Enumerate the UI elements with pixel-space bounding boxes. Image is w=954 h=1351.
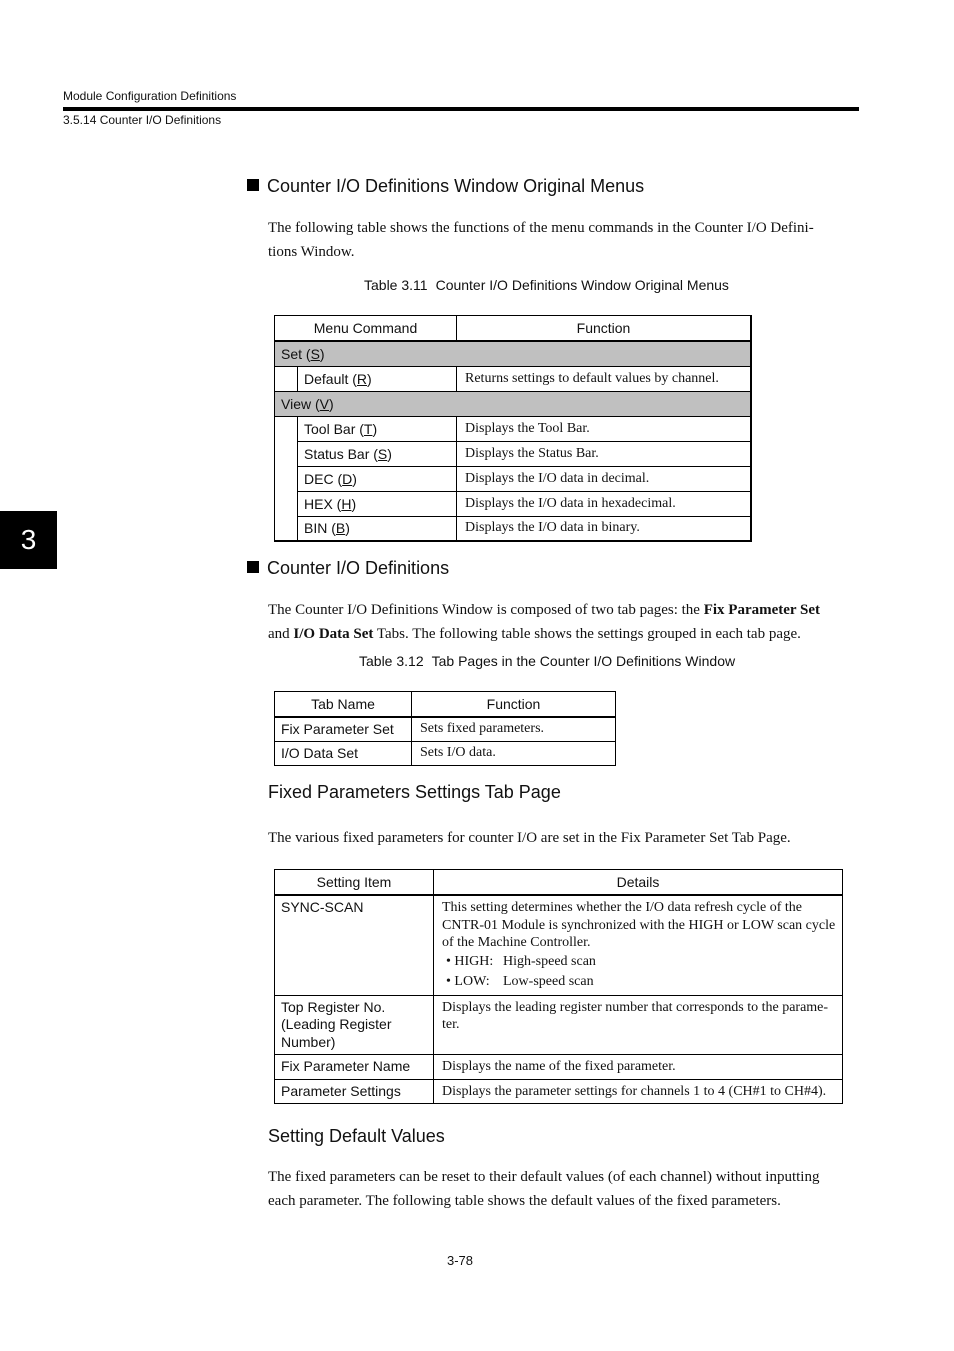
- intro-line: The Counter I/O Definitions Window is composed of two tab pages: the Fix Parameter Set: [268, 602, 821, 618]
- section-heading-original-menus: [247, 176, 644, 197]
- column-header: Setting Item: [275, 870, 434, 896]
- section4-body: [268, 1165, 819, 1213]
- details-cell: Displays the leading register number that corresponds to the parame-ter.: [434, 995, 843, 1055]
- subsection-heading-default-values: Setting Default Values: [268, 1126, 445, 1146]
- table-row: [275, 491, 752, 516]
- tab-pages-table: [274, 691, 616, 766]
- details-cell: Displays the name of the fixed parameter.: [434, 1055, 843, 1080]
- indent-cell: [275, 416, 298, 541]
- function-cell: Displays the I/O data in hexadecimal.: [457, 491, 752, 516]
- intro-line: tions Window.: [268, 244, 355, 260]
- function-cell: Displays the I/O data in binary.: [457, 516, 752, 541]
- body-line: each parameter. The following table shows the default values of the fixed parameters.: [268, 1193, 781, 1209]
- menu-command-cell: Default (R): [298, 366, 457, 391]
- menu-group-row: [275, 391, 752, 416]
- menu-group-label: View (V): [275, 391, 752, 416]
- square-bullet-icon: [247, 561, 259, 573]
- running-header-chapter: Module Configuration Definitions: [63, 89, 237, 103]
- menu-command-cell: DEC (D): [298, 466, 457, 491]
- tab-name-cell: I/O Data Set: [275, 741, 412, 765]
- section-heading-text: Counter I/O Definitions Window Original Menus: [267, 176, 645, 196]
- body-line: The fixed parameters can be reset to their default values (of each channel) without inputting: [268, 1169, 820, 1185]
- setting-item-cell: Parameter Settings: [275, 1079, 434, 1104]
- table-row: [275, 416, 752, 441]
- table-row: [275, 441, 752, 466]
- details-text: This setting determines whether the I/O data refresh cycle of the CNTR-01 Module is synchronized with the HIGH or LOW scan cycle of the Machine Controller.: [442, 900, 836, 950]
- table-row: [275, 717, 616, 741]
- table-row: [275, 466, 752, 491]
- intro-line: The following table shows the functions of the menu commands in the Counter I/O Defini-: [268, 220, 814, 236]
- table-row: [275, 1055, 843, 1080]
- section-heading-text: Counter I/O Definitions: [267, 558, 450, 578]
- option-item: • HIGH: High-speed scan: [446, 953, 596, 969]
- tab-name-cell: Fix Parameter Set: [275, 717, 412, 741]
- column-header: Function: [412, 692, 616, 718]
- details-cell: [434, 895, 843, 995]
- section-heading-counter-io: [247, 558, 449, 579]
- column-header: Tab Name: [275, 692, 412, 718]
- column-header: Function: [457, 316, 752, 342]
- section3-intro: The various fixed parameters for counter I/O are set in the Fix Parameter Set Tab Page.: [268, 830, 791, 846]
- function-cell: Returns settings to default values by channel.: [457, 366, 752, 391]
- table-caption-3-11: [364, 277, 729, 293]
- function-cell: Displays the I/O data in decimal.: [457, 466, 752, 491]
- table-row: [275, 995, 843, 1055]
- details-cell: Displays the parameter settings for channels 1 to 4 (CH#1 to CH#4).: [434, 1079, 843, 1104]
- header-rule: [63, 107, 859, 111]
- function-cell: Displays the Tool Bar.: [457, 416, 752, 441]
- table-row: [275, 895, 843, 995]
- caption-text: Counter I/O Definitions Window Original Menus: [435, 277, 729, 293]
- section2-intro: [268, 598, 868, 646]
- menu-commands-table: [274, 315, 752, 542]
- page-number: 3-78: [446, 1253, 474, 1268]
- indent-cell: [275, 366, 298, 391]
- fixed-parameters-table: [274, 869, 843, 1104]
- section1-intro: [268, 216, 814, 264]
- intro-line: and I/O Data Set Tabs. The following table shows the settings grouped in each tab page.: [268, 626, 801, 642]
- menu-group-label: Set (S): [275, 341, 752, 366]
- option-item: • LOW: Low-speed scan: [446, 973, 594, 989]
- column-header: Details: [434, 870, 843, 896]
- chapter-thumb-tab: 3: [0, 511, 57, 569]
- menu-command-cell: HEX (H): [298, 491, 457, 516]
- table-row: [275, 366, 752, 391]
- table-row: [275, 1079, 843, 1104]
- menu-command-cell: Tool Bar (T): [298, 416, 457, 441]
- menu-command-cell: BIN (B): [298, 516, 457, 541]
- function-cell: Sets fixed parameters.: [412, 717, 616, 741]
- square-bullet-icon: [247, 179, 259, 191]
- table-caption-3-12: [359, 653, 735, 669]
- table-row: [275, 741, 616, 765]
- caption-number: Table 3.12: [359, 653, 424, 669]
- function-cell: Sets I/O data.: [412, 741, 616, 765]
- setting-item-cell: SYNC-SCAN: [275, 895, 434, 995]
- caption-text: Tab Pages in the Counter I/O Definitions Window: [431, 653, 736, 669]
- menu-group-row: [275, 341, 752, 366]
- subsection-heading-fixed-params: Fixed Parameters Settings Tab Page: [268, 782, 561, 802]
- table-row: [275, 516, 752, 541]
- running-header-section: 3.5.14 Counter I/O Definitions: [63, 113, 222, 127]
- menu-command-cell: Status Bar (S): [298, 441, 457, 466]
- caption-number: Table 3.11: [364, 277, 428, 293]
- setting-item-cell: Fix Parameter Name: [275, 1055, 434, 1080]
- setting-item-cell: Top Register No. (Leading Register Number): [275, 995, 434, 1055]
- column-header: Menu Command: [275, 316, 457, 342]
- function-cell: Displays the Status Bar.: [457, 441, 752, 466]
